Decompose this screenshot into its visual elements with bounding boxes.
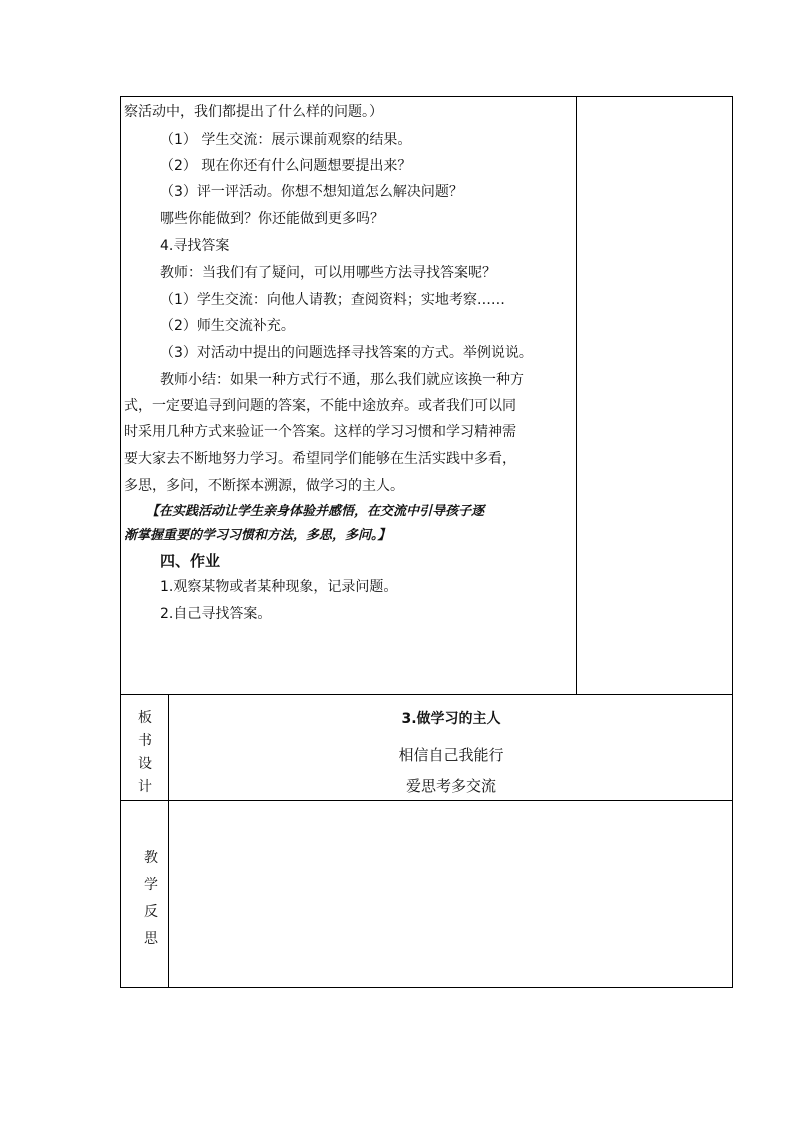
- board-line-2: 爱思考多交流: [405, 777, 496, 795]
- content-line-4: （3）评一评活动。你想不想知道怎么解决问题？: [160, 184, 463, 200]
- reflection-label-char-3: 反: [144, 904, 158, 920]
- reflection-label-char-1: 教: [144, 850, 158, 866]
- content-line-8: （1）学生交流：向他人请教；查阅资料；实地考察……: [160, 292, 505, 308]
- content-line-10: （3）对活动中提出的问题选择寻找答案的方式。举例说说。: [160, 345, 533, 361]
- content-line-2: （1） 学生交流：展示课前观察的结果。: [160, 132, 412, 148]
- summary-line-4: 要大家去不断地努力学习。希望同学们能够在生活实践中多看，: [124, 451, 516, 467]
- summary-line-2: 式，一定要追寻到问题的答案，不能中途放弃。或者我们可以同: [124, 398, 516, 414]
- design-note-line-2: 渐掌握重要的学习习惯和方法，多思，多问。】: [124, 528, 391, 543]
- reflection-label: [128, 845, 174, 953]
- row-divider-reflection: [120, 800, 733, 801]
- notes-column-divider: [576, 96, 577, 694]
- board-label-char-4: 计: [138, 779, 152, 795]
- content-line-9: （2）师生交流补充。: [160, 318, 295, 334]
- design-note-line-1: 【在实践活动让学生亲身体验并感悟，在交流中引导孩子逐: [146, 504, 485, 519]
- summary-line-5: 多思，多问，不断探本溯源，做学习的主人。: [124, 478, 404, 494]
- board-title: 3.做学习的主人: [401, 711, 501, 727]
- homework-item-2: 2.自己寻找答案。: [160, 606, 272, 622]
- board-design-label: [122, 707, 168, 799]
- content-line-7: 教师：当我们有了疑问，可以用哪些方法寻找答案呢？: [160, 265, 496, 281]
- content-line-5: 哪些你能做到？你还能做到更多吗？: [160, 211, 384, 227]
- summary-line-3: 时采用几种方式来验证一个答案。这样的学习习惯和学习精神需: [124, 424, 516, 440]
- row-divider-board: [120, 694, 733, 695]
- summary-line-1: 教师小结：如果一种方式行不通，那么我们就应该换一种方: [160, 372, 524, 388]
- section-heading-find-answers: 4.寻找答案: [160, 238, 230, 254]
- reflection-content-area[interactable]: [170, 802, 731, 986]
- board-label-char-2: 书: [138, 733, 152, 749]
- content-line-3: （2） 现在你还有什么问题想要提出来？: [160, 158, 412, 174]
- content-line-1: 察活动中，我们都提出了什么样的问题。）: [124, 104, 383, 120]
- board-line-1: 相信自己我能行: [398, 746, 504, 764]
- notes-column-area[interactable]: [578, 98, 731, 692]
- reflection-label-char-2: 学: [144, 877, 158, 893]
- reflection-label-char-4: 思: [144, 931, 158, 947]
- homework-item-1: 1.观察某物或者某种现象，记录问题。: [160, 579, 398, 595]
- homework-heading: 四、作业: [160, 552, 221, 570]
- board-label-char-1: 板: [138, 710, 152, 726]
- board-label-char-3: 设: [138, 756, 152, 772]
